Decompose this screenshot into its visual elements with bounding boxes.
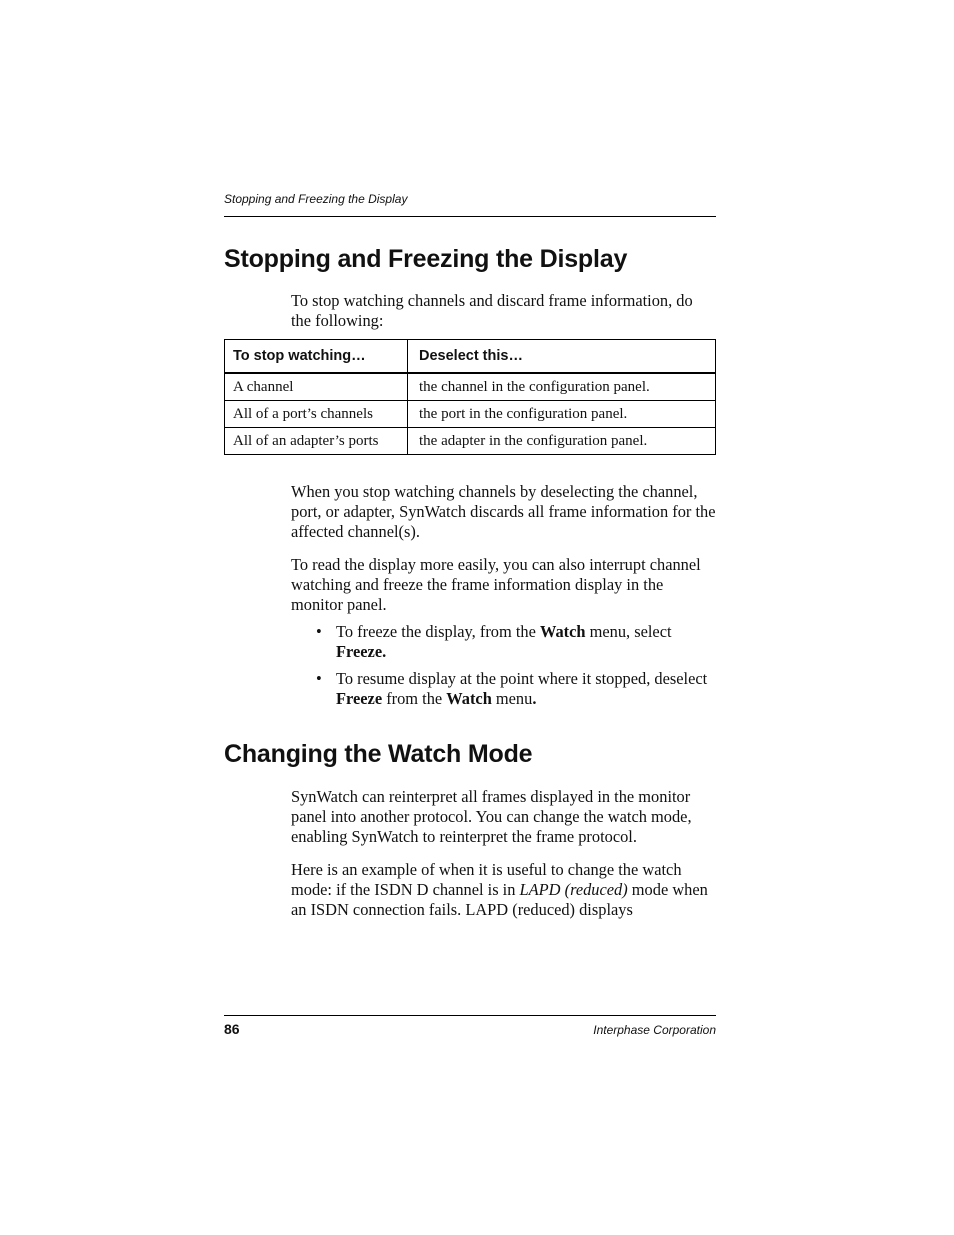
menu-name: Watch [446,689,492,708]
footer-company: Interphase Corporation [593,1023,716,1037]
footer-rule [224,1015,716,1016]
menu-item-name: Freeze. [336,642,387,661]
bullet-text: To freeze the display, from the [336,622,540,641]
bullet-text: menu [491,689,533,708]
menu-name: Watch [539,622,586,641]
page-number: 86 [224,1021,240,1037]
table-row [225,428,716,455]
intro-paragraph: To stop watching channels and discard frame information, do the following: [291,291,693,330]
table-header-row [225,340,716,374]
table-row [225,373,716,401]
table-cell: A channel [225,373,408,401]
table-header-cell: Deselect this… [408,340,716,374]
bullet-marker: • [316,669,322,688]
table-cell: the port in the configuration panel. [408,401,716,428]
example-paragraph [291,860,716,920]
table-cell: the channel in the configuration panel. [408,373,716,401]
freeze-bullet-list [316,622,716,716]
section-heading-stopping: Stopping and Freezing the Display [224,245,628,273]
section-heading-watch-mode: Changing the Watch Mode [224,740,533,768]
bullet-text: from the [382,689,447,708]
bullet-marker: • [316,622,322,641]
menu-item-name: Freeze [336,689,383,708]
bullet-text: To resume display at the point where it stopped, deselect [336,669,708,688]
freeze-intro-paragraph: To read the display more easily, you can also interrupt channel watching and freeze the frame information display in the monitor panel. [291,555,701,614]
mode-name: LAPD (reduced) [519,880,628,899]
watch-mode-paragraph: SynWatch can reinterpret all frames displayed in the monitor panel into another protocol. You can change the watch mode, enabling SynWatch to reinterpret the frame protocol. [291,787,692,846]
bullet-text: menu, select [585,622,672,641]
running-header: Stopping and Freezing the Display [224,192,408,206]
table-cell: All of an adapter’s ports [225,428,408,455]
list-item [316,622,716,662]
header-rule [224,216,716,217]
table-row [225,401,716,428]
deselect-paragraph: When you stop watching channels by deselecting the channel, port, or adapter, SynWatch discards all frame information for the affected channel(s). [291,482,716,541]
paragraph-text: Here is an example of when it is useful to change the watch mode: if the ISDN D channel is in [291,860,682,899]
list-item [316,669,716,709]
table-cell: All of a port’s channels [225,401,408,428]
bullet-text: . [532,689,537,708]
table-cell: the adapter in the configuration panel. [408,428,716,455]
stop-watching-table [224,339,716,455]
table-header-cell: To stop watching… [225,340,408,374]
paragraph-text: mode when an ISDN connection fails. LAPD (reduced) displays [291,880,708,919]
